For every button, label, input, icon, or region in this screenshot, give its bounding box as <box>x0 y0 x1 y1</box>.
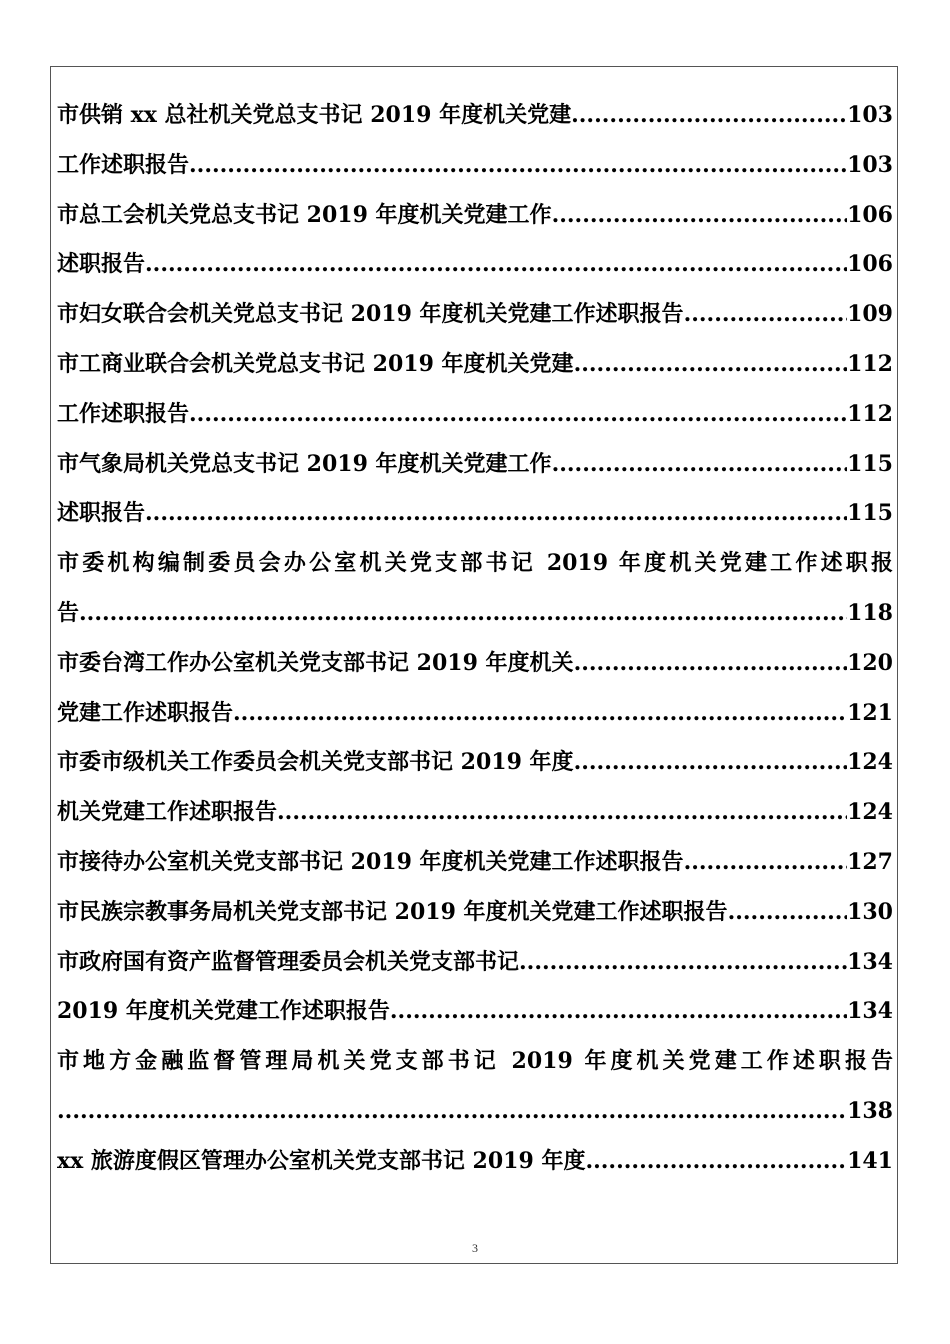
toc-entry-title: 市供销 xx 总社机关党总支书记 2019 年度机关党建 <box>57 102 572 128</box>
toc-entry-title: 党建工作述职报告 <box>57 699 234 726</box>
toc-leader-dots <box>277 788 847 838</box>
toc-entry-title: 2019 年度机关党建工作述职报告 <box>57 998 390 1025</box>
toc-entry[interactable] <box>57 539 893 589</box>
toc-entry-page: 103 <box>847 151 893 178</box>
toc-entry-title: 市接待办公室机关党支部书记 2019 年度机关党建工作述职报告 <box>57 848 684 875</box>
toc-leader-dots <box>574 340 848 390</box>
toc-leader-dots <box>145 489 847 539</box>
toc-entry-page: 134 <box>847 948 893 975</box>
toc-leader-dots <box>233 689 847 739</box>
toc-entry[interactable] <box>57 191 893 241</box>
toc-entry-page: 121 <box>847 699 893 726</box>
toc-entry-title: 告 <box>57 599 80 626</box>
toc-entry[interactable] <box>57 390 893 440</box>
toc-entry-title: 市地方金融监督管理局机关党支部书记 2019 年度机关党建工作述职报告 <box>57 1048 893 1075</box>
toc-entry-title: 市政府国有资产监督管理委员会机关党支部书记 <box>57 948 520 975</box>
toc-leader-dots <box>145 240 847 290</box>
toc-leader-dots <box>585 1137 847 1187</box>
toc-entry[interactable] <box>57 141 893 191</box>
page-number: 3 <box>472 1241 478 1255</box>
toc-entry-title: 市气象局机关党总支书记 2019 年度机关党建工作 <box>57 450 552 477</box>
toc-entry-page: 106 <box>847 251 893 278</box>
toc-leader-dots <box>571 91 847 141</box>
toc-entry[interactable] <box>57 689 893 739</box>
toc-entry-page: 112 <box>847 350 893 377</box>
toc-entry-title: 市妇女联合会机关党总支书记 2019 年度机关党建工作述职报告 <box>57 301 684 328</box>
toc-entry[interactable] <box>57 290 893 340</box>
toc-entry[interactable] <box>57 788 893 838</box>
toc-leader-dots <box>684 838 848 888</box>
toc-entry-title: 市民族宗教事务局机关党支部书记 2019 年度机关党建工作述职报告 <box>57 898 728 925</box>
toc-entry-page: 134 <box>847 998 893 1025</box>
toc-entry-page: 106 <box>847 201 893 228</box>
toc-leader-dots <box>728 888 848 938</box>
table-of-contents <box>57 91 893 1187</box>
toc-entry-title: xx 旅游度假区管理办公室机关党支部书记 2019 年度 <box>57 1147 586 1174</box>
toc-entry[interactable] <box>57 340 893 390</box>
toc-entry-page: 124 <box>847 799 893 826</box>
toc-entry-title: 市委机构编制委员会办公室机关党支部书记 2019 年度机关党建工作述职报 <box>57 550 893 577</box>
toc-entry-page: 112 <box>847 400 893 427</box>
toc-leader-dots <box>519 938 847 988</box>
toc-entry-page: 118 <box>847 599 893 626</box>
toc-leader-dots <box>574 639 848 689</box>
toc-entry[interactable] <box>57 589 893 639</box>
toc-entry[interactable] <box>57 489 893 539</box>
toc-entry-page: 115 <box>847 500 893 527</box>
toc-entry-page: 120 <box>847 649 893 676</box>
toc-entry-title: 工作述职报告 <box>57 151 190 178</box>
toc-entry-title: 市委市级机关工作委员会机关党支部书记 2019 年度 <box>57 749 574 776</box>
toc-entry-title: 述职报告 <box>57 500 146 527</box>
toc-entry-title: 市工商业联合会机关党总支书记 2019 年度机关党建 <box>57 350 574 377</box>
toc-leader-dots <box>189 390 847 440</box>
toc-leader-dots <box>552 440 848 490</box>
toc-entry-title: 工作述职报告 <box>57 400 190 427</box>
toc-entry[interactable] <box>57 240 893 290</box>
toc-entry[interactable] <box>57 1037 893 1087</box>
toc-entry-page: 109 <box>847 301 893 328</box>
toc-entry[interactable] <box>57 888 893 938</box>
toc-leader-dots <box>684 290 848 340</box>
toc-entry[interactable] <box>57 1137 893 1187</box>
toc-entry-page: 124 <box>847 749 893 776</box>
toc-entry[interactable] <box>57 838 893 888</box>
toc-entry-page: 130 <box>847 898 893 925</box>
toc-leader-dots <box>79 589 847 639</box>
toc-entry-page: 141 <box>847 1147 893 1174</box>
toc-entry-title: 市总工会机关党总支书记 2019 年度机关党建工作 <box>57 201 552 228</box>
toc-leader-dots <box>189 141 847 191</box>
toc-entry[interactable] <box>57 1087 893 1137</box>
toc-entry[interactable] <box>57 91 893 141</box>
toc-leader-dots <box>57 1087 847 1137</box>
toc-entry-title: 述职报告 <box>57 251 146 278</box>
toc-entry-page: 115 <box>847 450 893 477</box>
toc-entry-page: 138 <box>847 1097 893 1124</box>
toc-entry[interactable] <box>57 639 893 689</box>
toc-leader-dots <box>574 738 848 788</box>
toc-leader-dots <box>552 191 848 241</box>
toc-entry-title: 市委台湾工作办公室机关党支部书记 2019 年度机关 <box>57 649 574 676</box>
toc-entry-page: 127 <box>847 848 893 875</box>
toc-entry-page: 103 <box>847 102 893 128</box>
toc-entry[interactable] <box>57 987 893 1037</box>
toc-entry[interactable] <box>57 440 893 490</box>
toc-leader-dots <box>390 987 847 1037</box>
toc-entry-title: 机关党建工作述职报告 <box>57 799 278 826</box>
toc-entry[interactable] <box>57 938 893 988</box>
toc-entry[interactable] <box>57 738 893 788</box>
